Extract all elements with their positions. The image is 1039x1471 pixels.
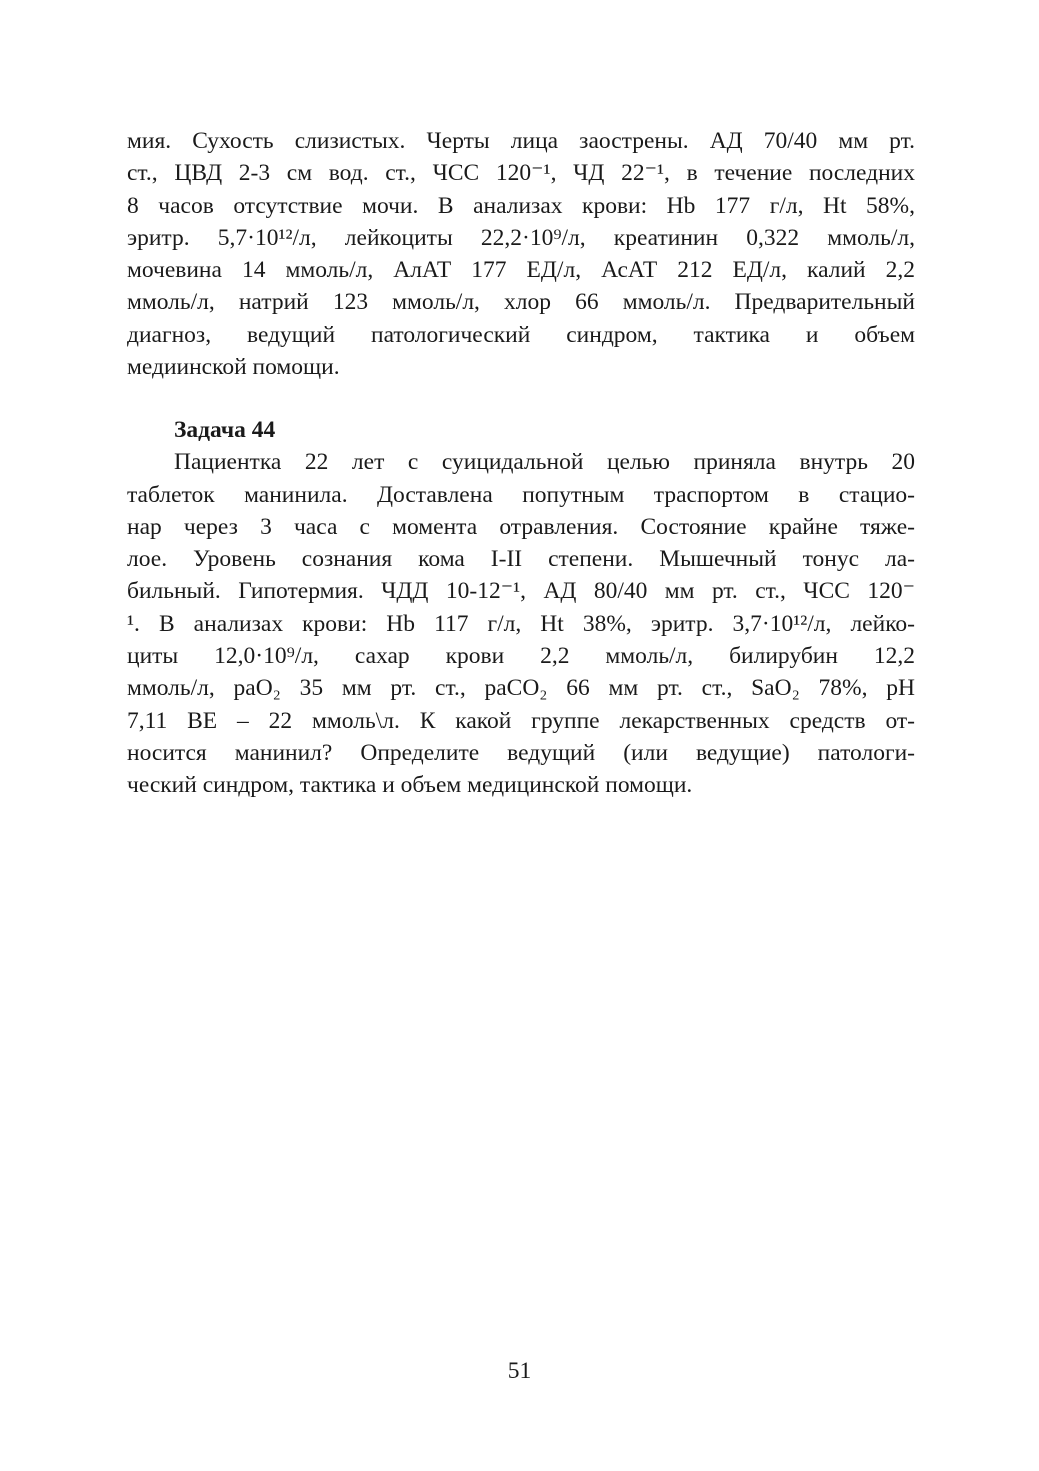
- text-line: ческий синдром, тактика и объем медицинской помощи.: [127, 772, 693, 799]
- text-line: ст., ЦВД 2-3 см вод. ст., ЧСС 120⁻¹, ЧД 22⁻¹, в течение последних: [127, 160, 915, 187]
- text-line: мия. Сухость слизистых. Черты лица заострены. АД 70/40 мм рт.: [127, 128, 915, 154]
- text-line: 7,11 BE – 22 ммоль\л. К какой группе лекарственных средств от-: [127, 707, 915, 734]
- text-line: лое. Уровень сознания кома I-II степени. Мышечный тонус ла-: [127, 546, 915, 573]
- text-line: циты 12,0·10⁹/л, сахар крови 2,2 ммоль/л, билирубин 12,2: [127, 643, 915, 670]
- text-line: диагноз, ведущий патологический синдром, тактика и объем: [127, 321, 915, 348]
- task-44-section: [127, 414, 915, 802]
- page-number: 51: [507, 1358, 532, 1384]
- text-line: медиинской помощи.: [127, 354, 340, 381]
- text-line: ммоль/л, раО₂ 35 мм рт. ст., раСО₂ 66 мм рт. ст., SaO₂ 78%, pH: [127, 675, 915, 702]
- text-line: таблеток манинила. Доставлена попутным траспортом в стацио-: [127, 481, 915, 508]
- text-line: носится манинил? Определите ведущий (или ведущие) патологи-: [127, 739, 915, 766]
- text-line: бильный. Гипотермия. ЧДД 10-12⁻¹, АД 80/40 мм рт. ст., ЧСС 120⁻: [127, 578, 915, 605]
- text-line: Пациентка 22 лет с суицидальной целью приняла внутрь 20: [174, 449, 915, 476]
- text-line: эритр. 5,7·10¹²/л, лейкоциты 22,2·10⁹/л, креатинин 0,322 ммоль/л,: [127, 224, 915, 251]
- text-line: мочевина 14 ммоль/л, АлАТ 177 ЕД/л, АсАТ 212 ЕД/л, калий 2,2: [127, 257, 915, 284]
- previous-task-continuation: [127, 125, 915, 383]
- text-line: ¹. В анализах крови: Hb 117 г/л, Ht 38%, эритр. 3,7·10¹²/л, лейко-: [127, 610, 915, 637]
- task-title: Задача 44: [174, 417, 276, 443]
- text-line: нар через 3 часа с момента отравления. Состояние крайне тяже-: [127, 513, 915, 540]
- text-line: ммоль/л, натрий 123 ммоль/л, хлор 66 ммоль/л. Предварительный: [127, 289, 915, 316]
- text-line: 8 часов отсутствие мочи. В анализах крови: Hb 177 г/л, Ht 58%,: [127, 192, 915, 219]
